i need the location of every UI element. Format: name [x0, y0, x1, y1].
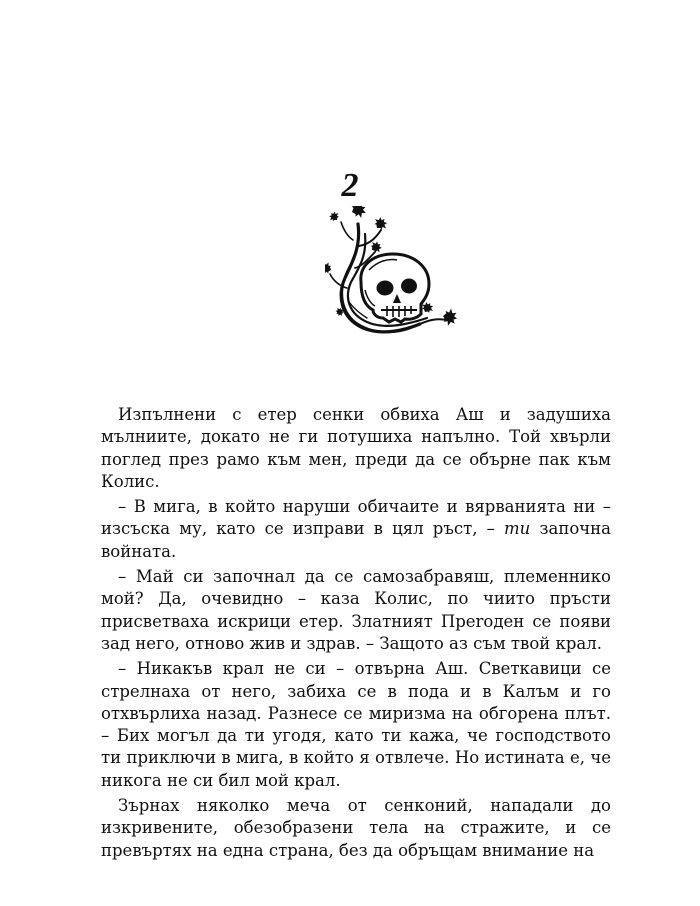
paragraph-2 [101, 496, 611, 563]
paragraph-2-emphasis: ти [504, 519, 531, 539]
paragraph-2-before: – В мига, в който наруши обичаите и вярванията ни – изсъска му, като се изправи в цял ръст, – [101, 497, 611, 539]
body-text [101, 404, 611, 862]
paragraph-4: – Никакъв крал не си – отвърна Аш. Светкавици се стрелнаха от него, забиха се в пода и в Калъм и го отхвърлиха назад. Разнесе се миризма на обгорена плът. – Бих могъл да ти угодя, като ти кажа, че господството ти приключи в мига, в който я отвлече. Но истината е, че никога не си бил мой крал. [101, 659, 611, 790]
paragraph-2-after: започна войната. [101, 519, 611, 561]
chapter-number: 2 [341, 167, 359, 204]
paragraph-3: – Май си започнал да се самозабравяш, племеннико мой? Да, очевидно – каза Колис, по чиито пръсти присветваха искрици етер. Златният Преroден се появи зад него, отново жив и здрав. – Защото аз съм твой крал. [101, 567, 611, 653]
paragraph-1: Изпълнени с етер сенки обвиха Аш и задушиха мълниите, докато не ги потушиха напълно. Той хвърли поглед през рамо към мен, преди да се обърне пак към Колис. [101, 405, 611, 491]
paragraph-5: Зърнах няколко меча от сенконий, нападали до изкривените, обезобразени тела на стражите, и се превъртях на една страна, без да обръщам внимание на [101, 796, 611, 860]
skull-with-vines-icon [325, 206, 460, 346]
